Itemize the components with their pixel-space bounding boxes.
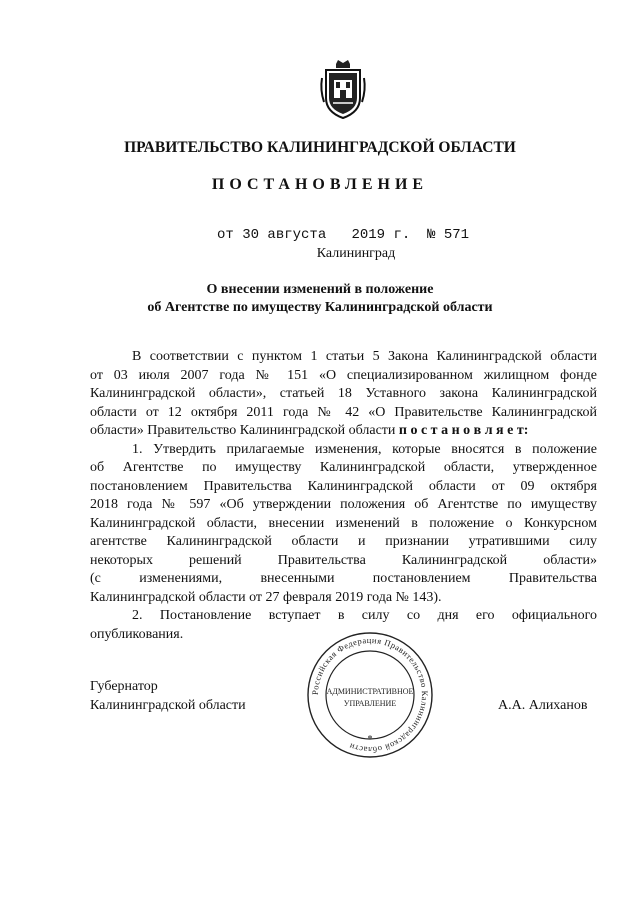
- body-line: Калининградской области», статьей 18 Уставного закона Калининградской: [90, 386, 597, 401]
- body-line: агентстве Калининградской области и признании утратившими силу: [90, 534, 597, 549]
- stamp-inner-line-1: АДМИНИСТРАТИВНОЕ: [326, 687, 414, 696]
- city: Калининград: [316, 246, 396, 261]
- signatory-name: А.А. Алиханов: [498, 698, 588, 713]
- document-type: ПОСТАНОВЛЕНИЕ: [211, 176, 429, 193]
- signatory-title-line-1: Губернатор: [90, 679, 158, 694]
- body-line: Калининградской области, внесении изменений в положение о Конкурсном: [90, 516, 597, 531]
- body-line: 2. Постановление вступает в силу со дня его официального: [132, 608, 597, 623]
- body-line: 2018 года № 597 «Об утверждении положения об Агентстве по имуществу: [90, 497, 597, 512]
- official-stamp: [300, 630, 440, 760]
- body-line: (с изменениями, внесенными постановлением Правительства: [90, 571, 597, 586]
- date-day: 30 августа: [242, 227, 327, 243]
- body-line: от 03 июля 2007 года № 151 «О специализированном жилищном фонде: [90, 368, 597, 383]
- body-line: Калининградской области от 27 февраля 2019 года № 143).: [90, 590, 442, 605]
- body-line: постановлением Правительства Калининградской области от 09 октября: [90, 479, 597, 494]
- subject-line-2: об Агентстве по имуществу Калининградской области: [147, 300, 493, 315]
- date-prefix: от: [217, 227, 234, 243]
- body-line: области от 12 октября 2011 года № 42 «О Правительстве Калининградской: [90, 405, 597, 420]
- date-year: 2019 г.: [351, 227, 411, 243]
- body-line: В соответствии с пунктом 1 статьи 5 Закона Калининградской области: [132, 349, 597, 364]
- stamp-inner-line-2: УПРАВЛЕНИЕ: [343, 699, 397, 708]
- body-line: опубликования.: [90, 627, 184, 642]
- body-line: 1. Утвердить прилагаемые изменения, которые вносятся в положение: [132, 442, 597, 457]
- date-line: [217, 227, 469, 243]
- resolves-word: п о с т а н о в л я е т:: [398, 423, 529, 438]
- body-line: некоторых решений Правительства Калининградской области»: [90, 553, 597, 568]
- stamp-ring-text: Российская Федерация Правительство Калининградской области: [309, 634, 431, 756]
- subject-line-1: О внесении изменений в положение: [206, 282, 434, 297]
- body-line: об Агентстве по имуществу Калининградской области, утвержденное: [90, 460, 597, 475]
- signatory-title-line-2: Калининградской области: [90, 698, 246, 713]
- coat-of-arms-icon: [318, 58, 368, 120]
- body-line: области» Правительство Калининградской области п о с т а н о в л я е т:: [90, 423, 529, 438]
- document-number: № 571: [427, 227, 470, 243]
- government-title: ПРАВИТЕЛЬСТВО КАЛИНИНГРАДСКОЙ ОБЛАСТИ: [124, 139, 516, 156]
- stamp-star: *: [367, 734, 373, 745]
